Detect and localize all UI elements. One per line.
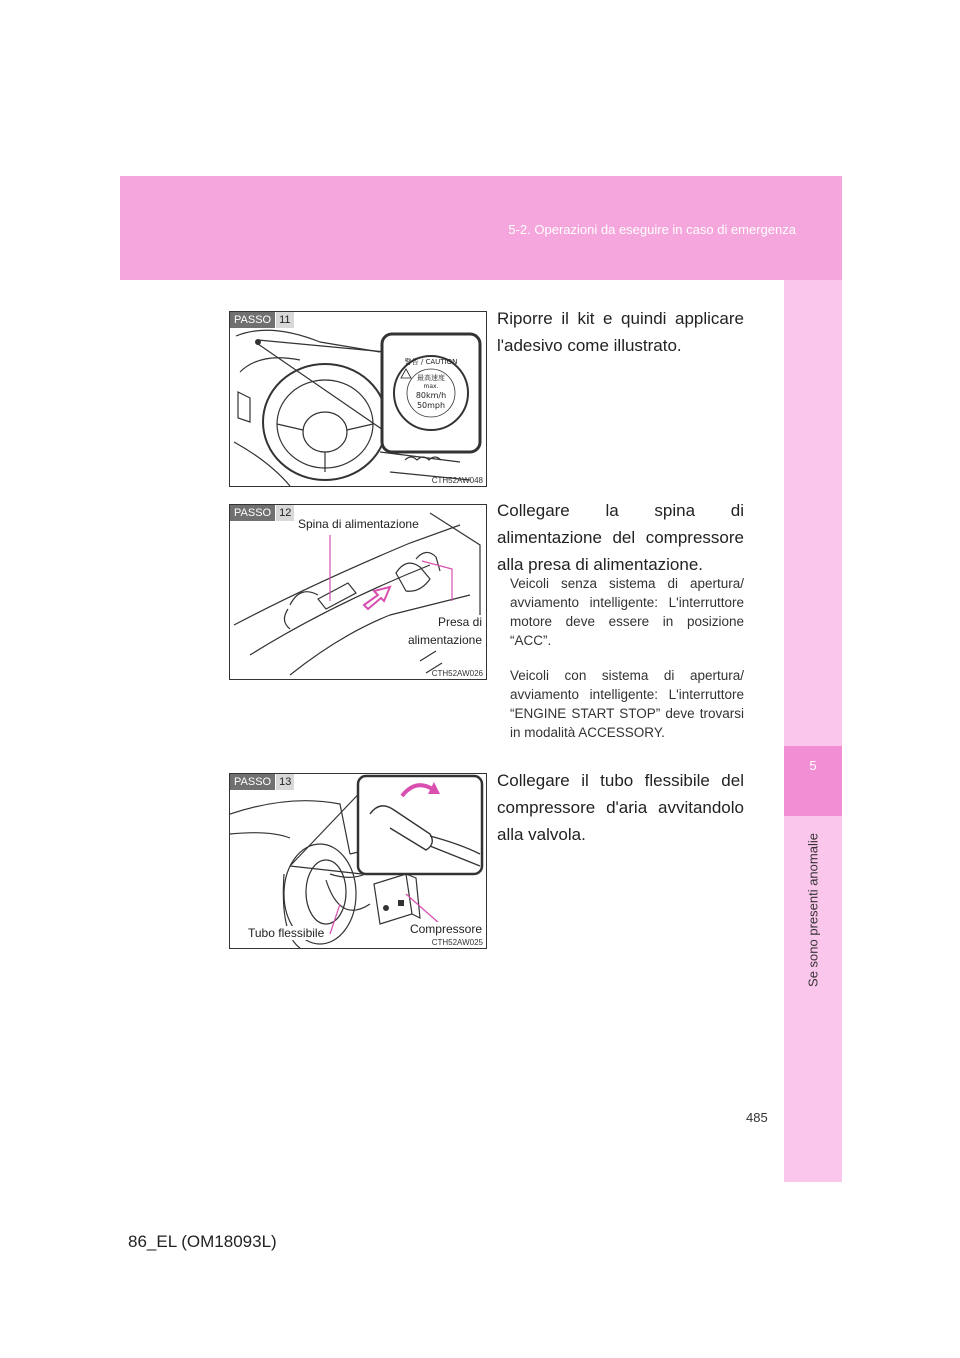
- chapter-number-box: [784, 746, 842, 816]
- step-13-text: Collegare il tubo flessibile del compressore d'aria avvitandolo alla valvola.: [497, 771, 744, 844]
- sticker-speed-mph: 50mph: [416, 401, 446, 410]
- dashboard-sticker-illustration: [230, 312, 486, 486]
- step-11-text: Riporre il kit e quindi applicare l'adesivo come illustrato.: [497, 309, 744, 355]
- figure-code: CTH52AW048: [431, 476, 483, 485]
- header-band: [120, 176, 842, 280]
- arrow-right-icon: [364, 587, 390, 609]
- sticker-speed-kmh: 80km/h: [415, 391, 447, 400]
- step-badge-number: 12: [275, 505, 294, 521]
- chapter-title: [784, 820, 842, 1000]
- step-12-text: Collegare la spina di alimentazione del compressore alla presa di alimentazione.: [497, 501, 744, 574]
- step-11-badge: [230, 312, 294, 328]
- chapter-side-tab: [784, 280, 842, 1182]
- step-12-figure: [229, 504, 487, 680]
- page-number: 485: [746, 1110, 768, 1125]
- step-12-note-2: Veicoli con sistema di apertura/ avviamento intelligente: L'interruttore “ENGINE START STOP” deve trovarsi in modalità ACCESSORY.: [510, 668, 744, 740]
- sticker-max: max.: [423, 383, 439, 390]
- chapter-title-text: Se sono presenti anomalie: [805, 833, 821, 987]
- step-12-note-1: Veicoli senza sistema di apertura/ avviamento intelligente: L'interruttore motore deve essere in posizione “ACC”.: [510, 576, 744, 648]
- step-badge-word: PASSO: [230, 505, 275, 521]
- power-socket-illustration: [230, 505, 486, 679]
- step-11-figure: [229, 311, 487, 487]
- chapter-number: 5: [809, 758, 817, 773]
- step-badge-word: PASSO: [230, 774, 275, 790]
- step-badge-number: 11: [275, 312, 293, 328]
- label-power-socket-line-2: alimentazione: [407, 633, 482, 647]
- step-badge-word: PASSO: [230, 312, 275, 328]
- footer-code: 86_EL (OM18093L): [128, 1232, 277, 1251]
- step-badge-number: 13: [275, 774, 294, 790]
- label-compressor: Compressore: [409, 922, 482, 936]
- label-hose: Tubo flessibile: [248, 926, 325, 940]
- label-power-socket-line-1: Presa di: [437, 615, 482, 629]
- step-13-figure: [229, 773, 487, 949]
- step-13-badge: [230, 774, 294, 790]
- section-title: 5-2. Operazioni da eseguire in caso di emergenza: [508, 222, 796, 237]
- sticker-heading: 最高速度: [417, 374, 445, 382]
- figure-code: CTH52AW025: [431, 938, 483, 947]
- sticker-title: 警告 / CAUTION: [404, 358, 458, 366]
- label-power-plug: Spina di alimentazione: [298, 517, 419, 531]
- figure-code: CTH52AW026: [431, 669, 483, 678]
- step-12-badge: [230, 505, 294, 521]
